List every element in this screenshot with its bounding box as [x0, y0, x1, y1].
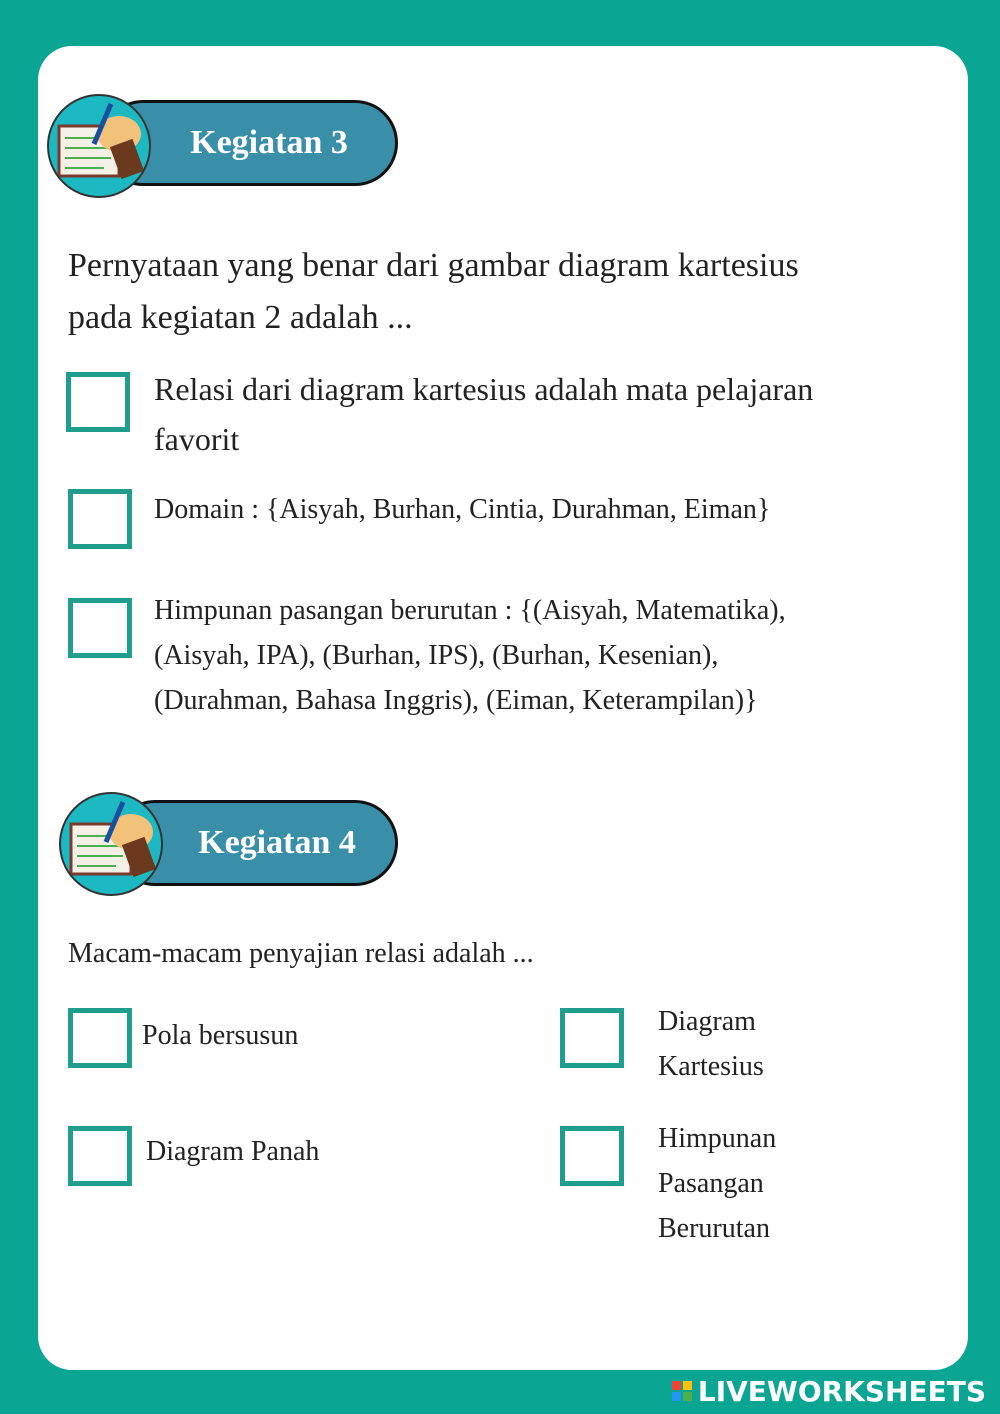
option-3c-line-3: (Durahman, Bahasa Inggris), (Eiman, Keterampilan)} — [154, 685, 758, 716]
checkbox-option-4c[interactable] — [68, 1126, 132, 1186]
question-kegiatan-4 — [68, 932, 534, 976]
option-4c-line-1: Diagram Panah — [146, 1136, 320, 1167]
option-3a-line-2: favorit — [154, 421, 240, 457]
option-3a-label — [154, 364, 813, 464]
kegiatan-3-title: Kegiatan 3 — [190, 124, 348, 161]
option-4d-label — [658, 1116, 776, 1251]
checkbox-option-3b[interactable] — [68, 489, 132, 549]
option-3c-line-2: (Aisyah, IPA), (Burhan, IPS), (Burhan, Kesenian), — [154, 640, 719, 671]
option-3c-label — [154, 588, 786, 723]
question-4-text: Macam-macam penyajian relasi adalah ... — [68, 938, 534, 969]
option-3b-label — [154, 488, 770, 532]
question-line-2: pada kegiatan 2 adalah ... — [68, 299, 413, 336]
question-kegiatan-3 — [68, 240, 799, 344]
option-3a-line-1: Relasi dari diagram kartesius adalah mata pelajaran — [154, 371, 814, 407]
question-line-1: Pernyataan yang benar dari gambar diagram kartesius — [68, 247, 799, 284]
option-4b-line-2: Kartesius — [658, 1051, 764, 1082]
option-4b-line-1: Diagram — [658, 1006, 756, 1037]
checkbox-option-4d[interactable] — [560, 1126, 624, 1186]
checkbox-option-4b[interactable] — [560, 1008, 624, 1068]
brand-text: LIVEWORKSHEETS — [697, 1374, 986, 1408]
notebook-writing-icon — [47, 94, 151, 198]
checkbox-option-3c[interactable] — [68, 598, 132, 658]
option-4d-line-3: Berurutan — [658, 1213, 770, 1244]
option-4d-line-2: Pasangan — [658, 1168, 764, 1199]
option-4d-line-1: Himpunan — [658, 1123, 777, 1154]
option-4b-label — [658, 999, 764, 1089]
checkbox-option-3a[interactable] — [66, 372, 130, 432]
option-4a-label — [142, 1014, 298, 1058]
liveworksheets-logo-icon — [672, 1381, 692, 1401]
option-4c-label — [146, 1130, 319, 1174]
kegiatan-4-title: Kegiatan 4 — [198, 824, 356, 861]
option-3c-line-1: Himpunan pasangan berurutan : {(Aisyah, Matematika), — [154, 595, 786, 626]
option-3b-line-1: Domain : {Aisyah, Burhan, Cintia, Durahman, Eiman} — [154, 494, 771, 525]
checkbox-option-4a[interactable] — [68, 1008, 132, 1068]
option-4a-line-1: Pola bersusun — [142, 1020, 299, 1051]
notebook-writing-icon — [59, 792, 163, 896]
liveworksheets-footer — [672, 1374, 986, 1408]
